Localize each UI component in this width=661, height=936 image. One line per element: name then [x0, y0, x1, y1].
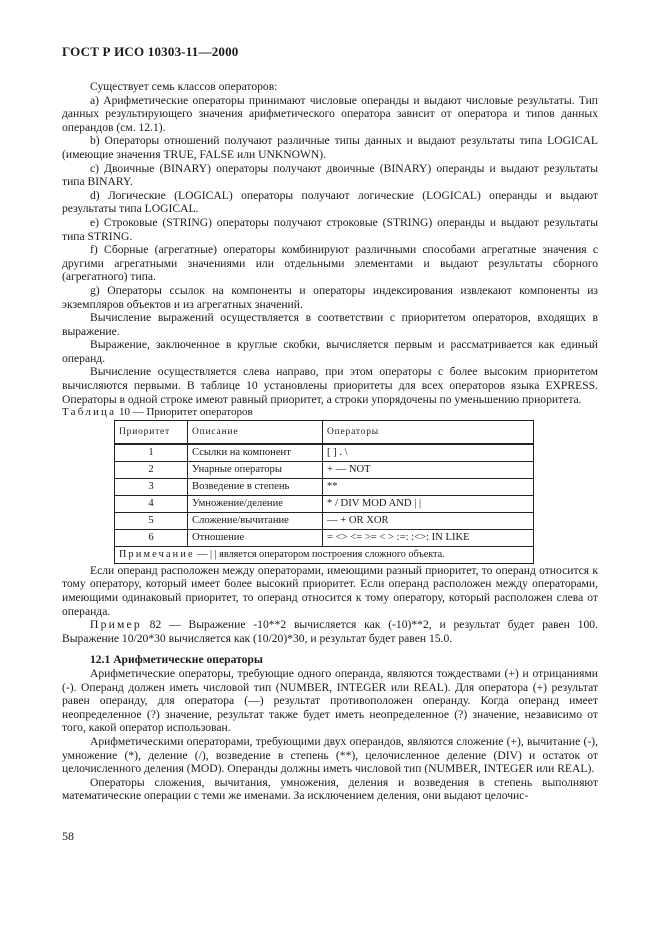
column-header-priority: Приоритет [115, 420, 188, 444]
paragraph-list-a: a) Арифметические операторы принимают числовые операнды и выдают числовые результаты. Тип данных результирующего значения арифметического оператора зависит от оператора и типов данных операндов (см. 12.1). [62, 93, 598, 134]
paragraph-list-f: f) Сборные (агрегатные) операторы комбинируют различными способами агрегатные значения с другими агрегатными значениями или отдельными элементами и выдают результаты сборного (агрегатного) типа. [62, 243, 598, 284]
cell-description: Сложение/вычитание [188, 512, 323, 529]
cell-operators: + — NOT [323, 461, 534, 478]
note-text: — | | является оператором построения сложного объекта. [194, 548, 445, 560]
cell-priority: 4 [115, 495, 188, 512]
page-number: 58 [62, 829, 74, 843]
cell-priority: 2 [115, 461, 188, 478]
body-text [62, 80, 598, 803]
cell-operators: = <> <= >= < > :=: :<>: IN LIKE [323, 529, 534, 546]
document-header: ГОСТ Р ИСО 10303-11—2000 [62, 44, 239, 59]
cell-operators: * / DIV MOD AND | | [323, 495, 534, 512]
example-paragraph [62, 618, 598, 645]
paragraph-list-c: c) Двоичные (BINARY) операторы получают двоичные (BINARY) операнды и выдают результаты типа BINARY. [62, 161, 598, 189]
paragraph-list-g: g) Операторы ссылок на компоненты и операторы индексирования извлекают компоненты из экземпляров объектов и из агрегатных значений. [62, 283, 598, 311]
example-text: 82 — Выражение -10**2 вычисляется как (-10)**2, и результат будет равен 100. Выражение 10/20*30 вычисляется как (10/20)*30, и результат будет равен 15.0. [62, 618, 598, 645]
table-header-row [115, 420, 534, 444]
table-note [115, 546, 534, 563]
paragraph: Вычисление осуществляется слева направо, при этом операторы с более высоким приоритетом вычисляются первыми. В таблице 10 установлены приоритеты для всех операторов языка EXPRESS. Операторы в одной строке имеют равный приоритет, а строки упорядочены по уменьшению приоритета. [62, 365, 598, 406]
table-row [115, 512, 534, 529]
paragraph-list-b: b) Операторы отношений получают различные типы данных и выдают результаты типа LOGICAL (имеющие значения TRUE, FALSE или UNKNOWN). [62, 134, 598, 161]
cell-operators: [ ] . \ [323, 444, 534, 462]
table-caption [62, 406, 598, 420]
cell-operators: ** [323, 478, 534, 495]
cell-priority: 5 [115, 512, 188, 529]
section-title: 12.1 Арифметические операторы [90, 653, 263, 667]
cell-priority: 6 [115, 529, 188, 546]
cell-description: Ссылки на компонент [188, 444, 323, 462]
priority-table [114, 420, 534, 564]
cell-description: Отношение [188, 529, 323, 546]
paragraph: Существует семь классов операторов: [90, 80, 278, 93]
paragraph: Арифметическими операторами, требующими двух операндов, являются сложение (+), вычитание (-), умножение (*), деление (/), возведение в степень (**), целочисленное деление (DIV) и остаток от целочисленного деления (MOD). Операнды должны иметь числовой тип (NUMBER, INTEGER или REAL). [62, 734, 598, 776]
paragraph: Операторы сложения, вычитания, умножения, деления и возведения в степень выполняют математические операции с теми же именами. За исключением деления, они выдают целочис- [62, 775, 598, 803]
cell-operators: — + OR XOR [323, 512, 534, 529]
paragraph-list-e: e) Строковые (STRING) операторы получают строковые (STRING) операнды и выдают результаты типа STRING. [62, 215, 598, 243]
cell-description: Унарные операторы [188, 461, 323, 478]
paragraph-list-d: d) Логические (LOGICAL) операторы получают логические (LOGICAL) операнды и выдают результаты типа LOGICAL. [62, 188, 598, 216]
column-header-description: Описание [188, 420, 323, 444]
note-label: Примечание [119, 548, 195, 560]
table-row [115, 478, 534, 495]
paragraph: Если операнд расположен между операторами, имеющими разный приоритет, то операнд относится к тому оператору, который имеет более высокий приоритет. Если операнд расположен между операторами, имеющими одинаковый приоритет, то операнд относится к тому оператору, который расположен слева от операнда. [62, 563, 598, 618]
example-label: Пример [90, 618, 142, 632]
table-caption-label: Таблица [62, 406, 117, 419]
cell-description: Возведение в степень [188, 478, 323, 495]
column-header-operators: Операторы [323, 420, 534, 444]
cell-description: Умножение/деление [188, 495, 323, 512]
table-row [115, 444, 534, 462]
cell-priority: 1 [115, 444, 188, 462]
paragraph: Вычисление выражений осуществляется в соответствии с приоритетом операторов, входящих в выражение. [62, 311, 598, 338]
cell-priority: 3 [115, 478, 188, 495]
table-row [115, 461, 534, 478]
paragraph: Выражение, заключенное в круглые скобки, вычисляется первым и рассматривается как единый операнд. [62, 338, 598, 365]
paragraph: Арифметические операторы, требующие одного операнда, являются тождествами (+) и отрицаниями (-). Операнд должен иметь числовой тип (NUMBER, INTEGER или REAL). Для оператора (+) результат равен операнду, для оператора (—) результат противоположен операнду. Когда операнд имеет неопределенное (?) значение, результат также будет иметь неопределенное (?) значение, независимо от того, какой оператор использован. [62, 667, 598, 735]
table-row [115, 529, 534, 546]
table-note-row [115, 546, 534, 563]
table-row [115, 495, 534, 512]
table-caption-text: 10 — Приоритет операторов [118, 406, 253, 419]
